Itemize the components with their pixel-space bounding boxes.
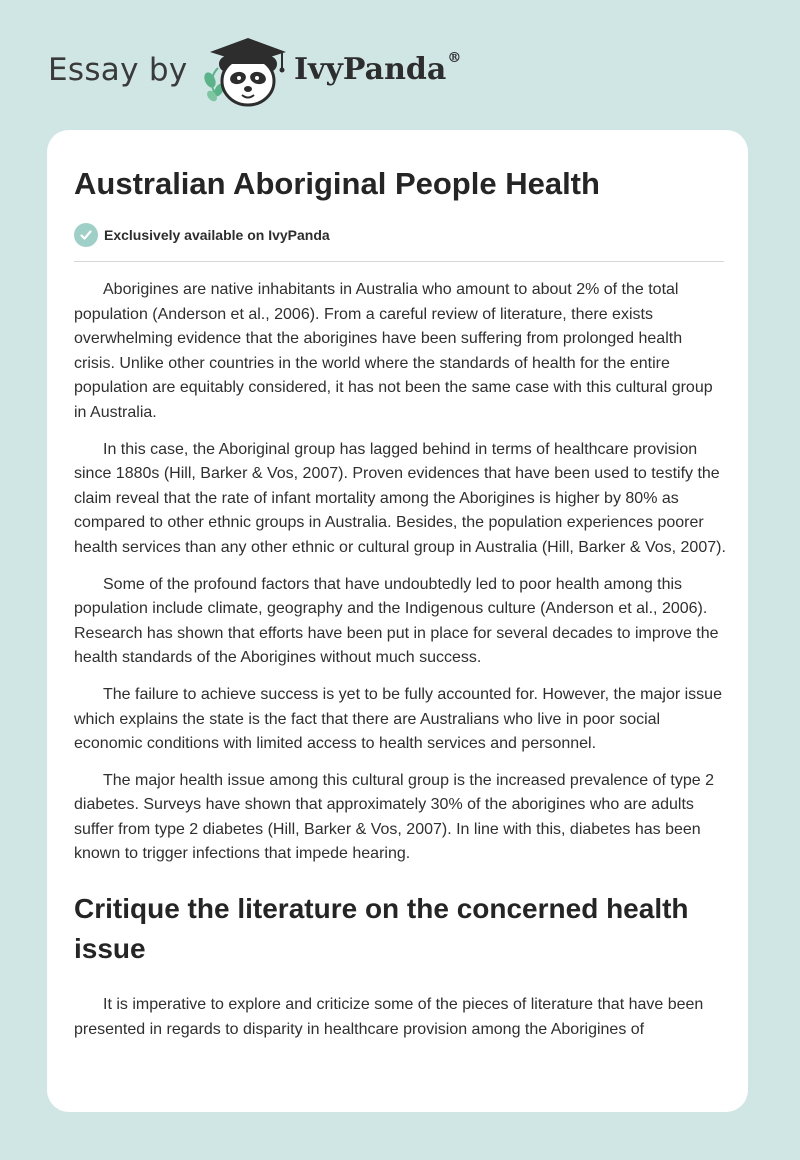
essay-title: Australian Aboriginal People Health: [74, 166, 600, 201]
essay-card: [47, 130, 748, 1112]
brand-name-text: IvyPanda: [294, 52, 447, 87]
check-icon: [74, 223, 98, 247]
brand-name[interactable]: [294, 52, 461, 87]
trademark-symbol: ®: [447, 50, 462, 66]
paragraph: In this case, the Aboriginal group has lagged behind in terms of healthcare provision since 1880s (Hill, Barker & Vos, 2007). Proven evidences that have been used to testify the claim reveal that the rate of infant mortality among the Aborigines is higher by 80% as compared to other ethnic groups in Australia. Besides, the population experiences poorer health services than any other ethnic or cultural group in Australia (Hill, Barker & Vos, 2007).: [74, 440, 726, 556]
exclusive-badge: [74, 222, 330, 248]
paragraph: It is imperative to explore and criticize some of the pieces of literature that have been presented in regards to disparity in healthcare provision among the Aborigines of: [74, 996, 704, 1038]
essay-body: [74, 278, 726, 1054]
paragraph: Aborigines are native inhabitants in Australia who amount to about 2% of the total population (Anderson et al., 2006). From a careful review of literature, there exists overwhelming evidence that the aborigines have been suffering from prolonged health crisis. Unlike other countries in the world where the standards of health for the entire population are equitably considered, it has not been the same case with this cultural group in Australia.: [74, 281, 713, 421]
essay-by-label: Essay by: [48, 52, 188, 88]
site-header: [0, 0, 800, 130]
paragraph: The major health issue among this cultural group is the increased prevalence of type 2 diabetes. Surveys have shown that approximately 30% of the aborigines who are adults suffer from type 2 diabetes (Hill, Barker & Vos, 2007). In line with this, diabetes has been known to trigger infections that impede hearing.: [74, 771, 715, 863]
section-heading: Critique the literature on the concerned health issue: [74, 893, 689, 965]
title-divider: [74, 261, 724, 262]
paragraph: Some of the profound factors that have undoubtedly led to poor health among this population include climate, geography and the Indigenous culture (Anderson et al., 2006). Research has shown that efforts have been put in place for several decades to improve the health standards of the Aborigines without much success.: [74, 575, 719, 667]
panda-graduate-icon: [200, 34, 292, 110]
paragraph: The failure to achieve success is yet to be fully accounted for. However, the major issue which explains the state is the fact that there are Australians who live in poor social economic conditions with limited access to health services and personnel.: [74, 685, 722, 753]
exclusive-label: Exclusively available on IvyPanda: [104, 227, 330, 243]
